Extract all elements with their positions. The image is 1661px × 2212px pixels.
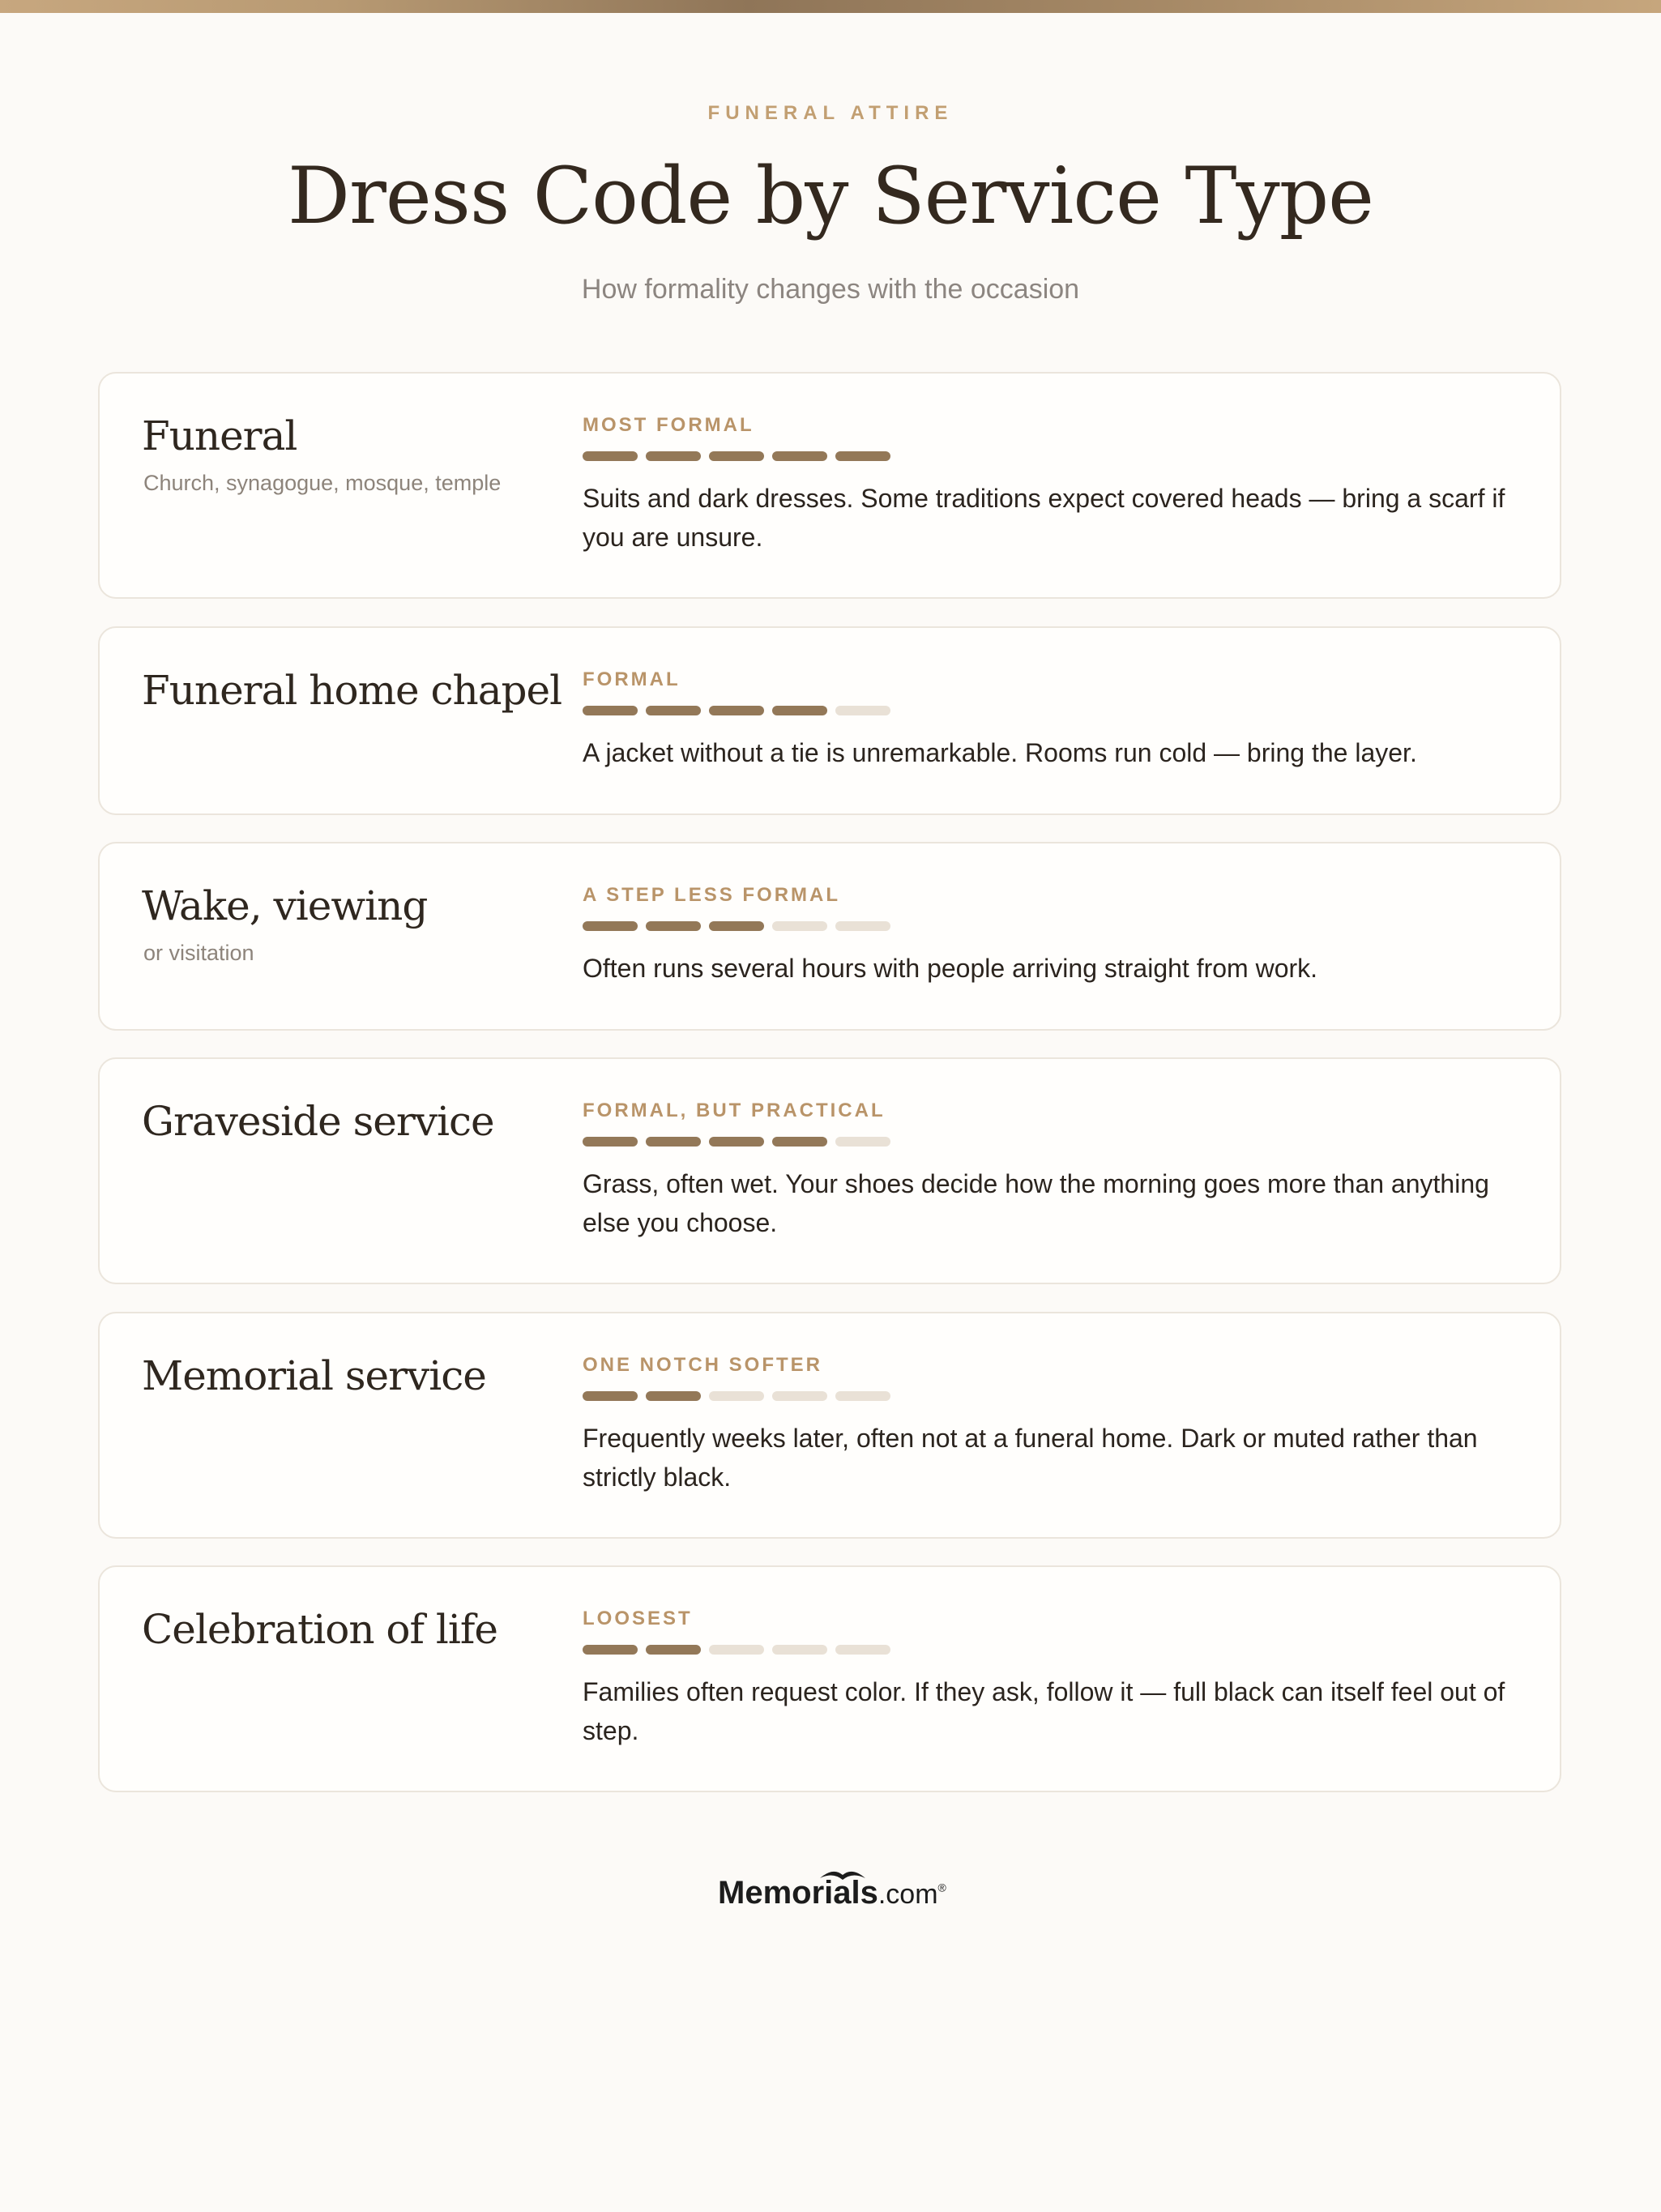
registered-mark: ® — [937, 1881, 946, 1894]
meter-segment-filled — [646, 451, 701, 461]
service-name: Funeral home chapel — [142, 667, 562, 714]
formality-meter — [583, 921, 890, 931]
service-card-wake-viewing — [98, 842, 1561, 1031]
formality-label: FORMAL, BUT PRACTICAL — [583, 1100, 886, 1121]
meter-segment-filled — [646, 1391, 701, 1401]
formality-meter — [583, 706, 890, 715]
formality-label: LOOSEST — [583, 1608, 693, 1629]
meter-segment-empty — [709, 1645, 764, 1655]
formality-label: MOST FORMAL — [583, 414, 754, 436]
page-title: Dress Code by Service Type — [288, 151, 1373, 241]
logo-tld-text: .com — [877, 1879, 938, 1910]
service-description: Grass, often wet. Your shoes decide how the morning goes more than anything else you choose. — [583, 1169, 1489, 1237]
meter-segment-empty — [835, 921, 890, 931]
meter-segment-filled — [835, 451, 890, 461]
meter-segment-empty — [772, 921, 827, 931]
meter-segment-filled — [583, 1137, 638, 1147]
service-subtitle: Church, synagogue, mosque, temple — [143, 471, 502, 495]
formality-meter — [583, 1391, 890, 1401]
service-description: Frequently weeks later, often not at a funeral home. Dark or muted rather than strictly black. — [583, 1424, 1478, 1492]
meter-segment-empty — [709, 1391, 764, 1401]
formality-meter — [583, 1137, 890, 1147]
meter-segment-filled — [646, 921, 701, 931]
meter-segment-filled — [709, 1137, 764, 1147]
service-name: Graveside service — [142, 1098, 494, 1145]
page-subtitle: How formality changes with the occasion — [581, 274, 1080, 305]
meter-segment-filled — [646, 1645, 701, 1655]
service-card-celebration-of-life — [98, 1565, 1561, 1792]
formality-label: FORMAL — [583, 668, 681, 690]
meter-segment-filled — [646, 706, 701, 715]
service-name: Celebration of life — [142, 1606, 498, 1653]
meter-segment-filled — [583, 451, 638, 461]
service-description: Often runs several hours with people arriving straight from work. — [583, 954, 1318, 983]
service-card-memorial-service — [98, 1312, 1561, 1539]
meter-segment-filled — [709, 706, 764, 715]
service-card-funeral — [98, 372, 1561, 599]
logo-main-text: Memorials — [718, 1875, 878, 1911]
service-subtitle: or visitation — [143, 941, 254, 965]
page-eyebrow: FUNERAL ATTIRE — [707, 102, 954, 124]
service-description: Families often request color. If they ask, follow it — full black can itself feel out of step. — [583, 1677, 1505, 1745]
meter-segment-filled — [772, 706, 827, 715]
logo-wordmark — [718, 1875, 946, 1911]
memorials-logo[interactable] — [718, 1872, 946, 1917]
meter-segment-empty — [835, 1391, 890, 1401]
meter-segment-filled — [583, 921, 638, 931]
formality-meter — [583, 1645, 890, 1655]
meter-segment-empty — [772, 1645, 827, 1655]
service-name: Wake, viewing — [142, 882, 428, 929]
formality-meter — [583, 451, 890, 461]
formality-label: A STEP LESS FORMAL — [583, 884, 841, 906]
service-card-graveside-service — [98, 1057, 1561, 1284]
meter-segment-filled — [709, 921, 764, 931]
service-card-funeral-home-chapel — [98, 626, 1561, 815]
meter-segment-empty — [835, 1137, 890, 1147]
service-name: Funeral — [142, 412, 297, 459]
service-description: Suits and dark dresses. Some traditions expect covered heads — bring a scarf if you are unsure. — [583, 484, 1505, 552]
meter-segment-empty — [772, 1391, 827, 1401]
meter-segment-filled — [583, 1645, 638, 1655]
meter-segment-filled — [772, 451, 827, 461]
meter-segment-filled — [583, 706, 638, 715]
meter-segment-empty — [835, 706, 890, 715]
service-description: A jacket without a tie is unremarkable. Rooms run cold — bring the layer. — [583, 738, 1417, 767]
service-name: Memorial service — [142, 1352, 486, 1399]
meter-segment-filled — [772, 1137, 827, 1147]
meter-segment-filled — [709, 451, 764, 461]
meter-segment-empty — [835, 1645, 890, 1655]
meter-segment-filled — [646, 1137, 701, 1147]
top-accent-bar — [0, 0, 1661, 13]
formality-label: ONE NOTCH SOFTER — [583, 1354, 823, 1376]
meter-segment-filled — [583, 1391, 638, 1401]
